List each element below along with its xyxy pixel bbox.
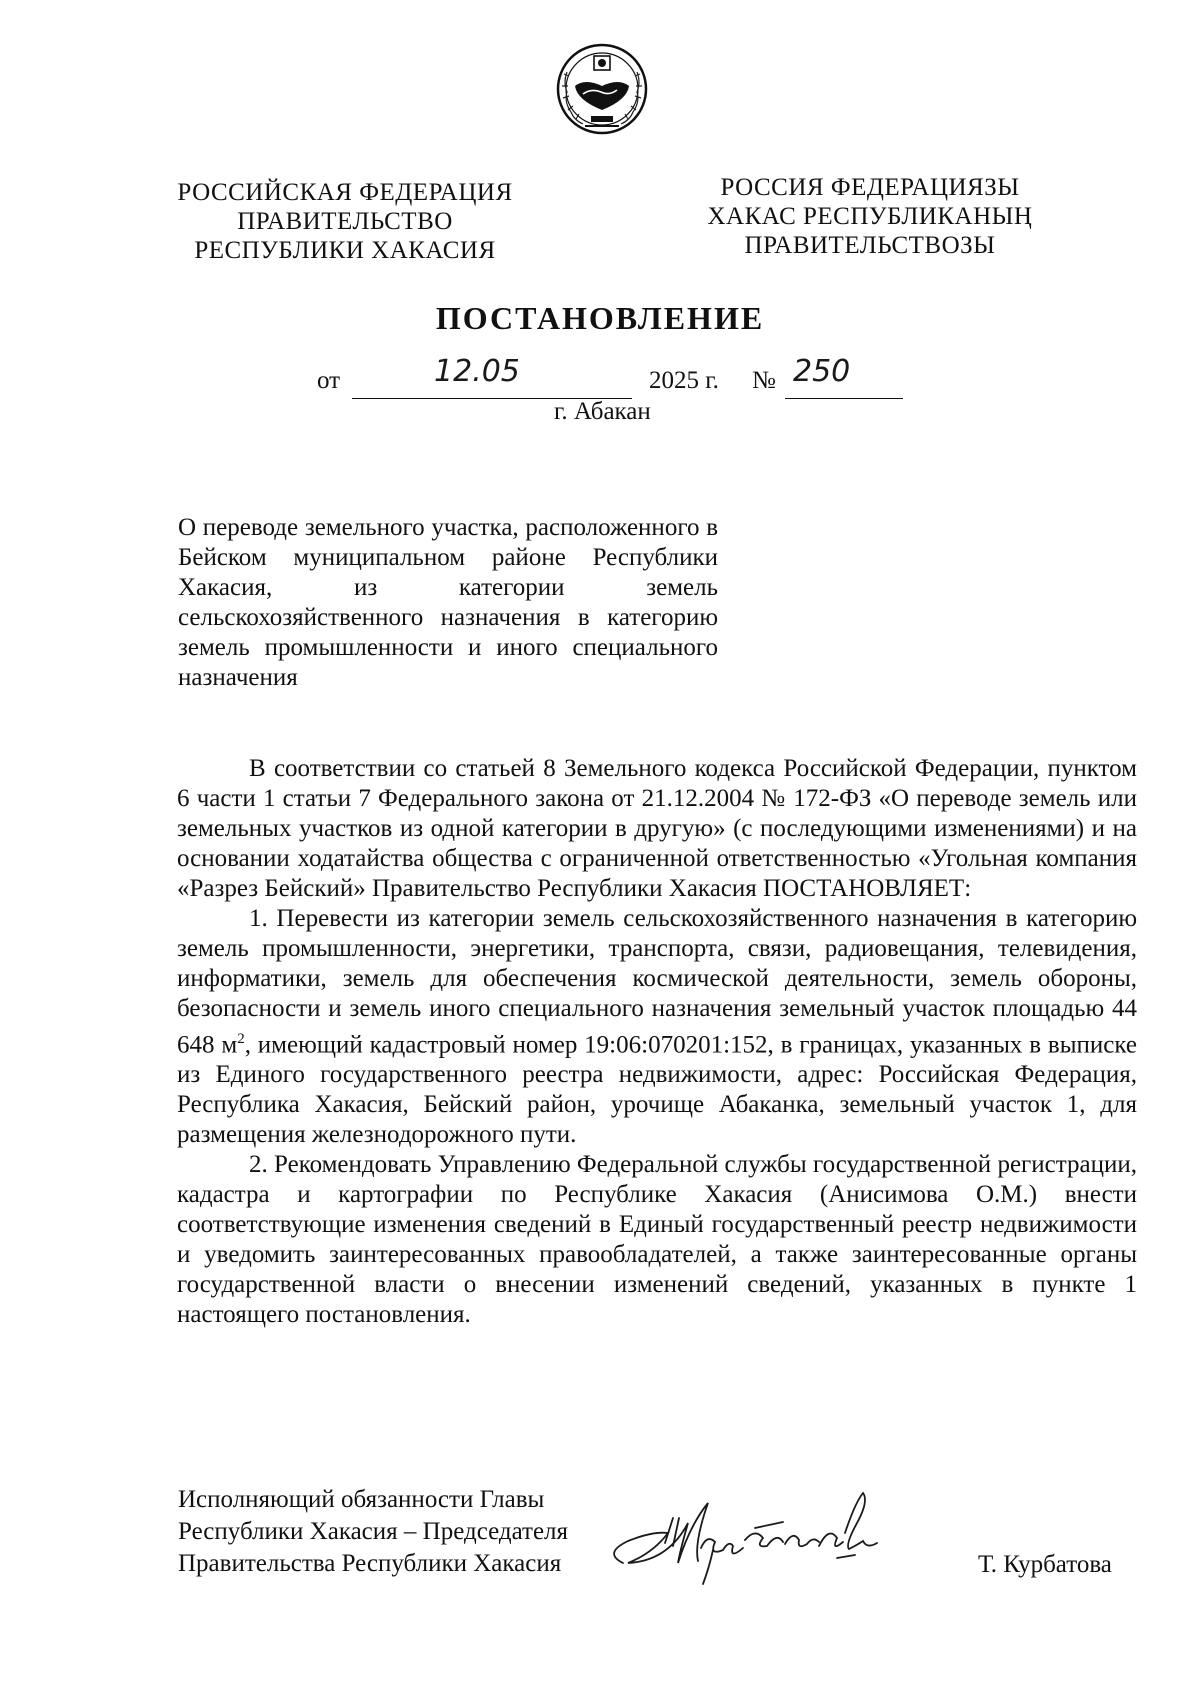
signatory-position-line-2: Республики Хакасия – Председателя xyxy=(178,1518,569,1545)
document-subject: О переводе земельного участка, расположенного в Бейском муниципальном районе Республики Хакасия, из категории земель сельскохозяйственного назначения в категорию земель промышленности и иного специального назначения xyxy=(178,514,718,691)
coat-of-arms-emblem xyxy=(555,42,649,138)
date-field xyxy=(352,354,632,399)
document-title: ПОСТАНОВЛЕНИЕ xyxy=(435,300,765,336)
signatory-name: Т. Курбатова xyxy=(978,1551,1112,1578)
body-item-2: 2. Рекомендовать Управлению Федеральной службы государственной регистрации, кадастра и картографии по Республике Хакасия (Анисимова О.М.) внести соответствующие изменения сведений в Единый государственный реестр недвижимости и уведомить заинтересованных правообладателей, а также заинтересованные органы государственной власти о внесении изменений сведений, указанных в пункте 1 настоящего постановления. xyxy=(177,1151,1137,1329)
header-right-line-1: РОССИЯ ФЕДЕРАЦИЯЗЫ xyxy=(720,174,1020,201)
body-item-1 xyxy=(177,904,1137,1150)
header-left-line-1: РОССИЙСКАЯ ФЕДЕРАЦИЯ xyxy=(177,179,513,206)
date-year: 2025 г. xyxy=(649,367,719,394)
area-unit-superscript: 2 xyxy=(237,1031,245,1047)
signatory-position-line-1: Исполняющий обязанности Главы xyxy=(178,1486,545,1513)
document-body xyxy=(177,754,1137,1330)
number-handwritten: 250 xyxy=(793,354,851,389)
date-prefix: от xyxy=(317,367,341,394)
header-right-line-3: ПРАВИТЕЛЬСТВОЗЫ xyxy=(744,232,996,259)
signatory-position-line-3: Правительства Республики Хакасия xyxy=(178,1550,562,1577)
header-left xyxy=(170,178,520,265)
header-right-line-2: ХАКАС РЕСПУБЛИКАНЫҢ xyxy=(707,203,1033,230)
body-preamble: В соответствии со статьей 8 Земельного кодекса Российской Федерации, пунктом 6 части 1 статьи 7 Федерального закона от 21.12.2004 № 172-ФЗ «О переводе земель или земельных участков из одной категории в другую» (с последующими изменениями) и на основании ходатайства общества с ограниченной ответственностью «Угольная компания «Разрез Бейский» Правительство Республики Хакасия ПОСТАНОВЛЯЕТ: xyxy=(177,755,1137,902)
signatory-position xyxy=(178,1484,628,1580)
city-line: г. Абакан xyxy=(554,398,651,425)
date-handwritten: 12.05 xyxy=(434,354,520,389)
header-right xyxy=(700,173,1040,260)
header-left-line-3: РЕСПУБЛИКИ ХАКАСИЯ xyxy=(194,237,496,264)
number-label: № xyxy=(752,367,776,394)
body-item-1-text-b: , имеющий кадастровый номер 19:06:070201:152, в границах, указанных в выписке из Единого государственного реестра недвижимости, адрес: Российская Федерация, Республика Хакасия, Бейский район, урочище Абаканка, земельный участок 1, для размещения железнодорожного пути. xyxy=(177,1031,1137,1149)
header-left-line-2: ПРАВИТЕЛЬСТВО xyxy=(237,208,453,235)
body-item-1-text-a: 1. Перевести из категории земель сельскохозяйственного назначения в категорию земель промышленности, энергетики, транспорта, связи, радиовещания, телевидения, информатики, земель для обеспечения космической деятельности, земель обороны, безопасности и земель иного специального назначения земельный участок площадью 44 648 м xyxy=(177,905,1137,1059)
handwritten-signature xyxy=(605,1488,905,1598)
number-field xyxy=(785,354,903,399)
